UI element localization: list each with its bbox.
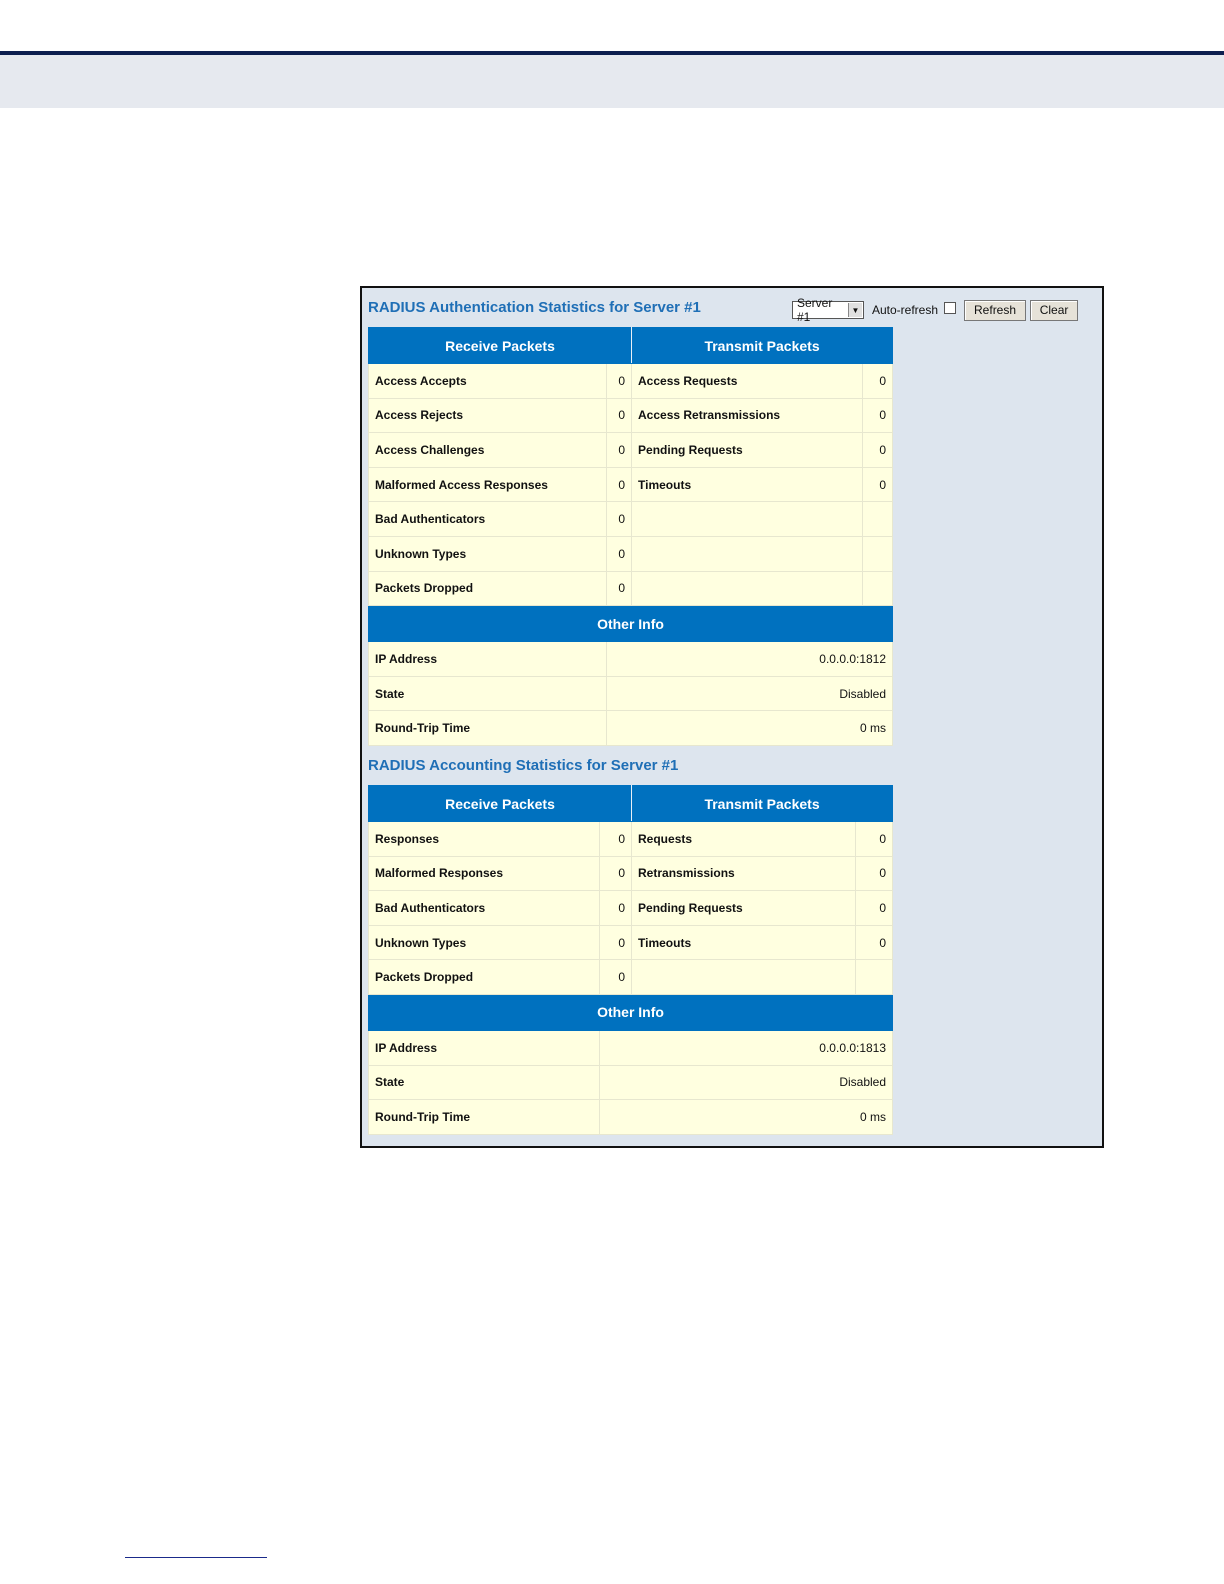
transmit-value: 0 xyxy=(863,364,893,399)
receive-value: 0 xyxy=(607,398,632,433)
other-info-header-row xyxy=(369,994,893,1030)
receive-value: 0 xyxy=(607,364,632,399)
info-label: State xyxy=(369,676,607,711)
other-info-header-row xyxy=(369,606,893,642)
table-row xyxy=(369,960,893,995)
receive-value: 0 xyxy=(600,891,632,926)
receive-value: 0 xyxy=(607,571,632,606)
receive-value: 0 xyxy=(607,433,632,468)
receive-packets-header: Receive Packets xyxy=(369,786,632,822)
receive-label: Unknown Types xyxy=(369,925,600,960)
transmit-value xyxy=(863,502,893,537)
table-row xyxy=(369,571,893,606)
receive-label: Access Accepts xyxy=(369,364,607,399)
other-info-header: Other Info xyxy=(369,606,893,642)
transmit-value: 0 xyxy=(863,433,893,468)
receive-value: 0 xyxy=(607,536,632,571)
info-value: 0.0.0.0:1812 xyxy=(607,642,893,677)
auth-header-row xyxy=(369,328,893,364)
transmit-label: Access Retransmissions xyxy=(632,398,863,433)
info-value: 0 ms xyxy=(600,1100,893,1135)
receive-label: Malformed Responses xyxy=(369,856,600,891)
table-row xyxy=(369,711,893,746)
server-select-value: Server #1 xyxy=(797,296,833,324)
table-row xyxy=(369,1100,893,1135)
receive-label: Packets Dropped xyxy=(369,960,600,995)
info-value: Disabled xyxy=(607,676,893,711)
receive-label: Bad Authenticators xyxy=(369,891,600,926)
info-label: IP Address xyxy=(369,1030,600,1065)
info-value: 0 ms xyxy=(607,711,893,746)
auth-stats-table xyxy=(368,327,893,746)
transmit-label: Requests xyxy=(632,822,856,857)
table-row xyxy=(369,891,893,926)
transmit-label xyxy=(632,960,856,995)
transmit-label xyxy=(632,536,863,571)
table-row xyxy=(369,822,893,857)
receive-label: Unknown Types xyxy=(369,536,607,571)
transmit-label: Pending Requests xyxy=(632,433,863,468)
other-info-header: Other Info xyxy=(369,994,893,1030)
receive-value: 0 xyxy=(600,925,632,960)
transmit-value xyxy=(863,536,893,571)
table-row xyxy=(369,1030,893,1065)
receive-label: Malformed Access Responses xyxy=(369,467,607,502)
acct-header-row xyxy=(369,786,893,822)
transmit-label: Access Requests xyxy=(632,364,863,399)
receive-value: 0 xyxy=(600,960,632,995)
table-row xyxy=(369,364,893,399)
server-select[interactable] xyxy=(792,296,864,324)
transmit-value: 0 xyxy=(856,891,893,926)
chevron-down-icon[interactable]: ▼ xyxy=(848,303,862,317)
transmit-value: 0 xyxy=(863,467,893,502)
transmit-value: 0 xyxy=(856,822,893,857)
refresh-button[interactable]: Refresh xyxy=(964,300,1026,321)
table-row xyxy=(369,502,893,537)
info-label: IP Address xyxy=(369,642,607,677)
receive-value: 0 xyxy=(607,502,632,537)
transmit-label: Timeouts xyxy=(632,467,863,502)
receive-label: Access Rejects xyxy=(369,398,607,433)
transmit-label xyxy=(632,571,863,606)
transmit-value xyxy=(856,960,893,995)
transmit-value: 0 xyxy=(856,925,893,960)
receive-packets-header: Receive Packets xyxy=(369,328,632,364)
table-row xyxy=(369,536,893,571)
radius-statistics-panel xyxy=(360,286,1104,1148)
receive-label: Bad Authenticators xyxy=(369,502,607,537)
transmit-value xyxy=(863,571,893,606)
table-row xyxy=(369,398,893,433)
table-row xyxy=(369,1065,893,1100)
auto-refresh-label: Auto-refresh xyxy=(872,303,939,317)
transmit-label: Timeouts xyxy=(632,925,856,960)
clear-button[interactable]: Clear xyxy=(1030,300,1078,321)
receive-value: 0 xyxy=(607,467,632,502)
table-row xyxy=(369,642,893,677)
info-label: Round-Trip Time xyxy=(369,711,607,746)
transmit-label: Pending Requests xyxy=(632,891,856,926)
transmit-packets-header: Transmit Packets xyxy=(632,786,893,822)
toolbar xyxy=(792,296,1078,324)
auth-section-title: RADIUS Authentication Statistics for Server #1 xyxy=(368,299,701,316)
table-row xyxy=(369,856,893,891)
transmit-value: 0 xyxy=(856,856,893,891)
info-value: 0.0.0.0:1813 xyxy=(600,1030,893,1065)
table-row xyxy=(369,676,893,711)
info-label: Round-Trip Time xyxy=(369,1100,600,1135)
transmit-packets-header: Transmit Packets xyxy=(632,328,893,364)
info-label: State xyxy=(369,1065,600,1100)
acct-stats-table xyxy=(368,785,893,1135)
auto-refresh-checkbox[interactable] xyxy=(944,302,956,314)
receive-label: Packets Dropped xyxy=(369,571,607,606)
receive-value: 0 xyxy=(600,822,632,857)
receive-label: Responses xyxy=(369,822,600,857)
transmit-label: Retransmissions xyxy=(632,856,856,891)
info-value: Disabled xyxy=(600,1065,893,1100)
receive-value: 0 xyxy=(600,856,632,891)
acct-section-title: RADIUS Accounting Statistics for Server #1 xyxy=(368,757,679,774)
receive-label: Access Challenges xyxy=(369,433,607,468)
footer-rule xyxy=(125,1557,267,1558)
transmit-value: 0 xyxy=(863,398,893,433)
table-row xyxy=(369,433,893,468)
table-row xyxy=(369,467,893,502)
header-band xyxy=(0,55,1224,108)
table-row xyxy=(369,925,893,960)
transmit-label xyxy=(632,502,863,537)
